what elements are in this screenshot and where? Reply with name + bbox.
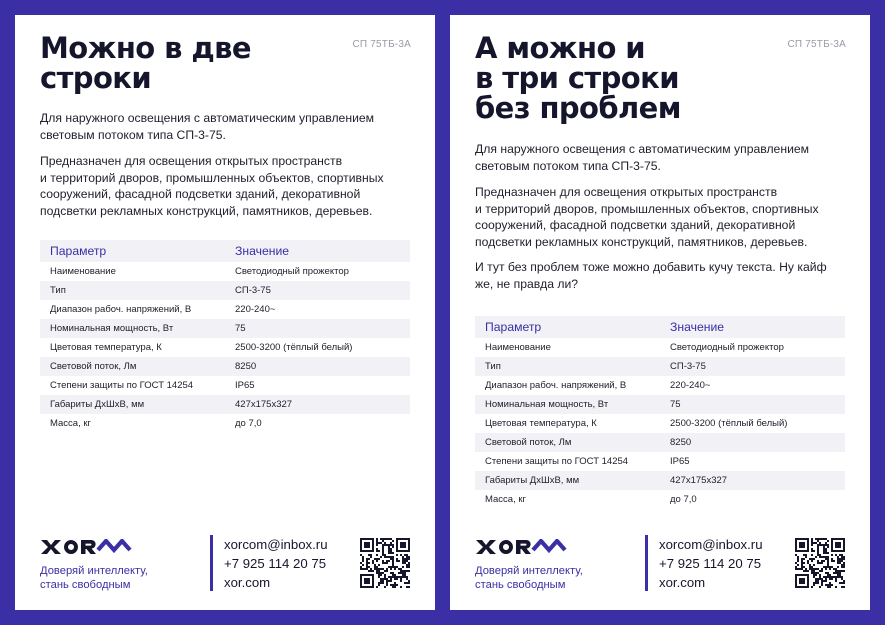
table-row: [475, 395, 845, 414]
text-line: и территорий дворов, промышленных объектов, спортивных: [40, 170, 384, 185]
param-value: IP65: [670, 456, 690, 467]
brand-block: [40, 539, 170, 592]
text-line: Предназначен для освещения открытых пространств: [475, 185, 778, 199]
purpose-text: [475, 184, 845, 250]
contact-phone[interactable]: +7 925 114 20 75: [659, 556, 762, 571]
tagline-line: Доверяй интеллекту,: [40, 565, 148, 577]
tagline-line: стань свободным: [40, 578, 131, 591]
param-name: Степени защиты по ГОСТ 14254: [50, 380, 194, 391]
text-line: подсветки рекламных конструкций, памятников, деревьев.: [40, 203, 373, 218]
param-value: 2500-3200 (тёплый белый): [670, 418, 788, 429]
param-name: Номинальная мощность, Вт: [475, 395, 670, 414]
param-value: СП-3-75: [670, 357, 845, 376]
text-line: световым потоком типа СП-3-75.: [475, 158, 661, 173]
param-value: 220-240~: [670, 380, 711, 391]
param-value: 8250: [670, 433, 845, 452]
qr-code-icon: [360, 538, 410, 588]
param-name: Световой поток, Лм: [40, 357, 235, 376]
param-name: Тип: [40, 281, 235, 300]
table-row: [40, 414, 410, 433]
contacts-block: [210, 535, 328, 591]
purpose-text: [40, 153, 410, 219]
param-value: 427x175x327: [670, 471, 845, 490]
extra-text: [475, 259, 845, 292]
title-line: без проблем: [475, 91, 681, 125]
tagline: [40, 565, 170, 592]
xor-logo-icon: [475, 539, 591, 555]
table-row: [475, 338, 845, 357]
table-row: [40, 338, 410, 357]
title-line: строки: [40, 61, 152, 95]
param-name: Цветовая температура, К: [485, 418, 597, 429]
param-name: Диапазон рабоч. напряжений, В: [50, 304, 192, 315]
text-line: световым потоком типа СП-3-75.: [40, 127, 226, 142]
qr-code-icon: [795, 538, 845, 588]
param-value: 75: [235, 319, 410, 338]
table-row: [475, 414, 845, 433]
text-line: сооружений, фасадной подсветки зданий, декоративной: [475, 218, 796, 232]
title-line: Можно в две: [40, 31, 251, 65]
param-name: Степени защиты по ГОСТ 14254: [485, 456, 629, 467]
column-header: Параметр: [40, 240, 235, 262]
table-row: [40, 357, 410, 376]
param-value: IP65: [235, 380, 255, 391]
text-line: Предназначен для освещения открытых пространств: [40, 154, 343, 168]
param-value: 8250: [235, 357, 410, 376]
param-name: Цветовая температура, К: [50, 342, 162, 353]
table-row: [475, 357, 845, 376]
table-header-row: [475, 316, 845, 338]
table-row: [40, 319, 410, 338]
param-value: до 7,0: [235, 418, 262, 429]
param-value: 2500-3200 (тёплый белый): [235, 342, 353, 353]
spec-sheet-left: [15, 15, 435, 610]
intro-text: [40, 110, 410, 143]
sheet-title: [475, 33, 775, 123]
param-name: Габариты ДхШхВ, мм: [475, 471, 670, 490]
table-row: [475, 433, 845, 452]
column-header: Параметр: [475, 316, 670, 338]
title-line: А можно и: [475, 31, 646, 65]
specs-table: [475, 316, 845, 509]
contact-email[interactable]: xorcom@inbox.ru: [659, 537, 763, 552]
param-value: 220-240~: [235, 304, 276, 315]
table-row: [475, 490, 845, 509]
table-row: [40, 262, 410, 281]
contact-site[interactable]: xor.com: [659, 575, 706, 590]
table-row: [475, 376, 845, 395]
xor-logo-icon: [40, 539, 156, 555]
param-name: Световой поток, Лм: [475, 433, 670, 452]
param-value: 75: [670, 395, 845, 414]
text-line: Для наружного освещения с автоматическим управлением: [40, 111, 375, 125]
tagline: [475, 565, 605, 592]
table-row: [40, 395, 410, 414]
param-name: Номинальная мощность, Вт: [40, 319, 235, 338]
column-header: Значение: [670, 316, 845, 338]
table-row: [40, 300, 410, 319]
param-value: Светодиодный прожектор: [235, 266, 349, 277]
tagline-line: стань свободным: [475, 578, 566, 591]
sheet-title: [40, 33, 340, 93]
table-row: [475, 471, 845, 490]
param-value: 427x175x327: [235, 395, 410, 414]
param-name: Тип: [475, 357, 670, 376]
intro-text: [475, 141, 845, 174]
contacts-block: [645, 535, 763, 591]
contact-email[interactable]: xorcom@inbox.ru: [224, 537, 328, 552]
tagline-line: Доверяй интеллекту,: [475, 565, 583, 577]
brand-block: [475, 539, 605, 592]
table-header-row: [40, 240, 410, 262]
contact-site[interactable]: xor.com: [224, 575, 271, 590]
param-name: Масса, кг: [485, 494, 526, 505]
table-row: [40, 376, 410, 395]
contact-phone[interactable]: +7 925 114 20 75: [224, 556, 327, 571]
column-header: Значение: [235, 240, 410, 262]
product-code: СП 75ТБ-3А: [352, 39, 411, 50]
specs-table: [40, 240, 410, 433]
param-value: СП-3-75: [235, 281, 410, 300]
param-value: до 7,0: [670, 494, 697, 505]
param-name: Масса, кг: [50, 418, 91, 429]
product-code: СП 75ТБ-3А: [787, 39, 846, 50]
param-value: Светодиодный прожектор: [670, 342, 784, 353]
param-name: Диапазон рабоч. напряжений, В: [485, 380, 627, 391]
title-line: в три строки: [475, 61, 679, 95]
spec-sheet-right: [450, 15, 870, 610]
text-line: и территорий дворов, промышленных объектов, спортивных: [475, 201, 819, 216]
table-row: [40, 281, 410, 300]
param-name: Габариты ДхШхВ, мм: [40, 395, 235, 414]
param-name: Наименование: [485, 342, 551, 353]
param-name: Наименование: [50, 266, 116, 277]
text-line: И тут без проблем тоже можно добавить кучу текста. Ну кайф: [475, 260, 827, 274]
text-line: подсветки рекламных конструкций, памятников, деревьев.: [475, 234, 808, 249]
text-line: сооружений, фасадной подсветки зданий, декоративной: [40, 187, 361, 201]
text-line: Для наружного освещения с автоматическим управлением: [475, 142, 810, 156]
table-row: [475, 452, 845, 471]
text-line: же, не правда ли?: [475, 276, 579, 291]
